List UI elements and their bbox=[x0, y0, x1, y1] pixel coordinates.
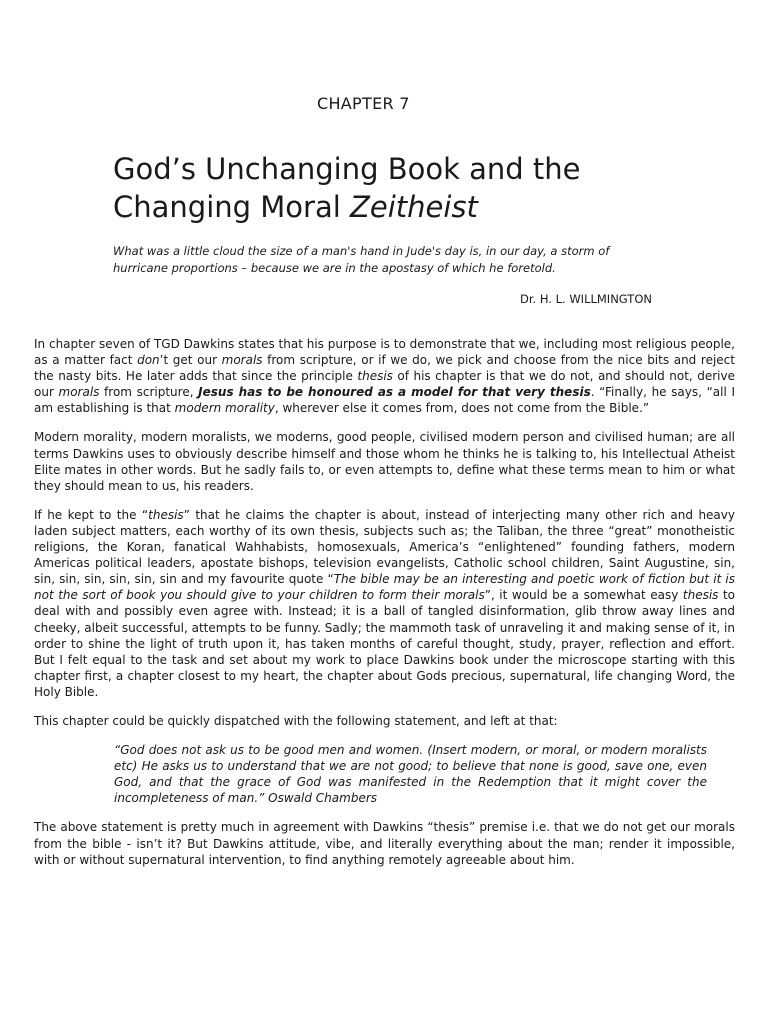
title-line-1: God’s Unchanging Book and the bbox=[113, 152, 581, 186]
p3-text-a: If he kept to the “ bbox=[34, 507, 149, 522]
body-text bbox=[34, 336, 735, 881]
p3-text-e: ”, it would be a somewhat easy bbox=[484, 588, 683, 603]
p1-text-j: Jesus has to be honoured as a model for that very thesis bbox=[198, 385, 591, 400]
p3-text-b: thesis bbox=[148, 507, 184, 522]
p1-text-f: thesis bbox=[357, 369, 393, 384]
epigraph-author: Dr. H. L. WILLMINGTON bbox=[520, 292, 652, 306]
paragraph-5: The above statement is pretty much in agreement with Dawkins “thesis” premise i.e. that we do not get our morals from the bible - isn’t it? But Dawkins attitude, vibe, and literally everything about the man; render it impossible, with or without supernatural intervention, to find anything remotely agreeable about him. bbox=[34, 820, 735, 867]
p1-text-g: of his chapter is that we do not, and should not, derive our bbox=[34, 369, 736, 400]
p1-text-c: ’t get our bbox=[159, 353, 222, 368]
p3-text-c: ” that he claims the chapter is about, instead of interjecting many other rich and heavy laden subject matters, each worthy of its own thesis, subjects such as; the Taliban, the three “great” monotheistic religions, the Koran, fanatical Wahhabists, homosexuals, America’s “enlightened” founding fathers, modern Americas political leaders, apostate bishops, television evangelists, Catholic school children, Saint Augustine, sin, sin, sin, sin, sin, sin, sin and my favourite quote “ bbox=[34, 507, 735, 587]
p1-text-e: from scripture, or if we do, we pick and choose from the nice bits and reject the nasty bits. He later adds that since the principle bbox=[34, 353, 735, 384]
p3-text-d: The bible may be an interesting and poetic work of fiction but it is not the sort of book you should give to your children to form their morals bbox=[34, 572, 735, 603]
p1-text-b: don bbox=[137, 353, 160, 368]
paragraph-2: Modern morality, modern moralists, we moderns, good people, civilised modern person and civilised human; are all terms Dawkins uses to obviously describe himself and those whom he thinks he is talking to, his Intellectual Atheist Elite mates in other words. But he sadly fails to, or even attempts to, define what these terms mean to him or what they should mean to us, his readers. bbox=[34, 430, 735, 493]
epigraph-text: What was a little cloud the size of a man's hand in Jude's day is, in our day, a storm of hurricane proportions – because we are in the apostasy of which he foretold. bbox=[113, 244, 610, 275]
chapter-title bbox=[113, 150, 673, 226]
paragraph-4: This chapter could be quickly dispatched with the following statement, and left at that: bbox=[34, 713, 558, 728]
title-italic-word: Zeitheist bbox=[349, 190, 478, 224]
title-line-2: Changing Moral bbox=[113, 190, 350, 224]
p3-text-f: thesis bbox=[682, 588, 719, 603]
paragraph-1 bbox=[34, 336, 735, 416]
p1-text-a: In chapter seven of TGD Dawkins states that his purpose is to demonstrate that we, including most religious people, as a matter fact bbox=[34, 337, 735, 368]
p1-text-m: , wherever else it comes from, does not come from the Bible.” bbox=[274, 401, 650, 416]
p1-text-d: morals bbox=[221, 353, 263, 368]
p1-text-l: modern morality bbox=[174, 401, 275, 416]
p1-text-h: morals bbox=[58, 385, 100, 400]
p1-text-i: from scripture, bbox=[99, 385, 199, 400]
block-quote: “God does not ask us to be good men and women. (Insert modern, or moral, or modern moralists etc) He asks us to understand that we are not good; to believe that none is good, save one, even God, and that the grace of God was manifested in the Redemption that it might cover the incompleteness of man.” Oswald Chambers bbox=[114, 743, 707, 806]
p3-text-g: to deal with and possibly even agree with. Instead; it is a ball of tangled disinformation, glib throw away lines and cheeky, albeit successful, attempts to be funny. Sadly; the mammoth task of unraveling it and making sense of it, in order to shine the light of truth upon it, has taken months of careful thought, study, prayer, reflection and effort. But I felt equal to the task and set about my work to place Dawkins book under the microscope starting with this chapter first, a chapter closest to my heart, the chapter about Gods precious, supernatural, life changing Word, the Holy Bible. bbox=[34, 588, 736, 699]
chapter-label: CHAPTER 7 bbox=[317, 94, 410, 113]
p1-text-k: . “Finally, he says, “all I am establishing is that bbox=[34, 385, 735, 416]
paragraph-3 bbox=[34, 507, 735, 700]
